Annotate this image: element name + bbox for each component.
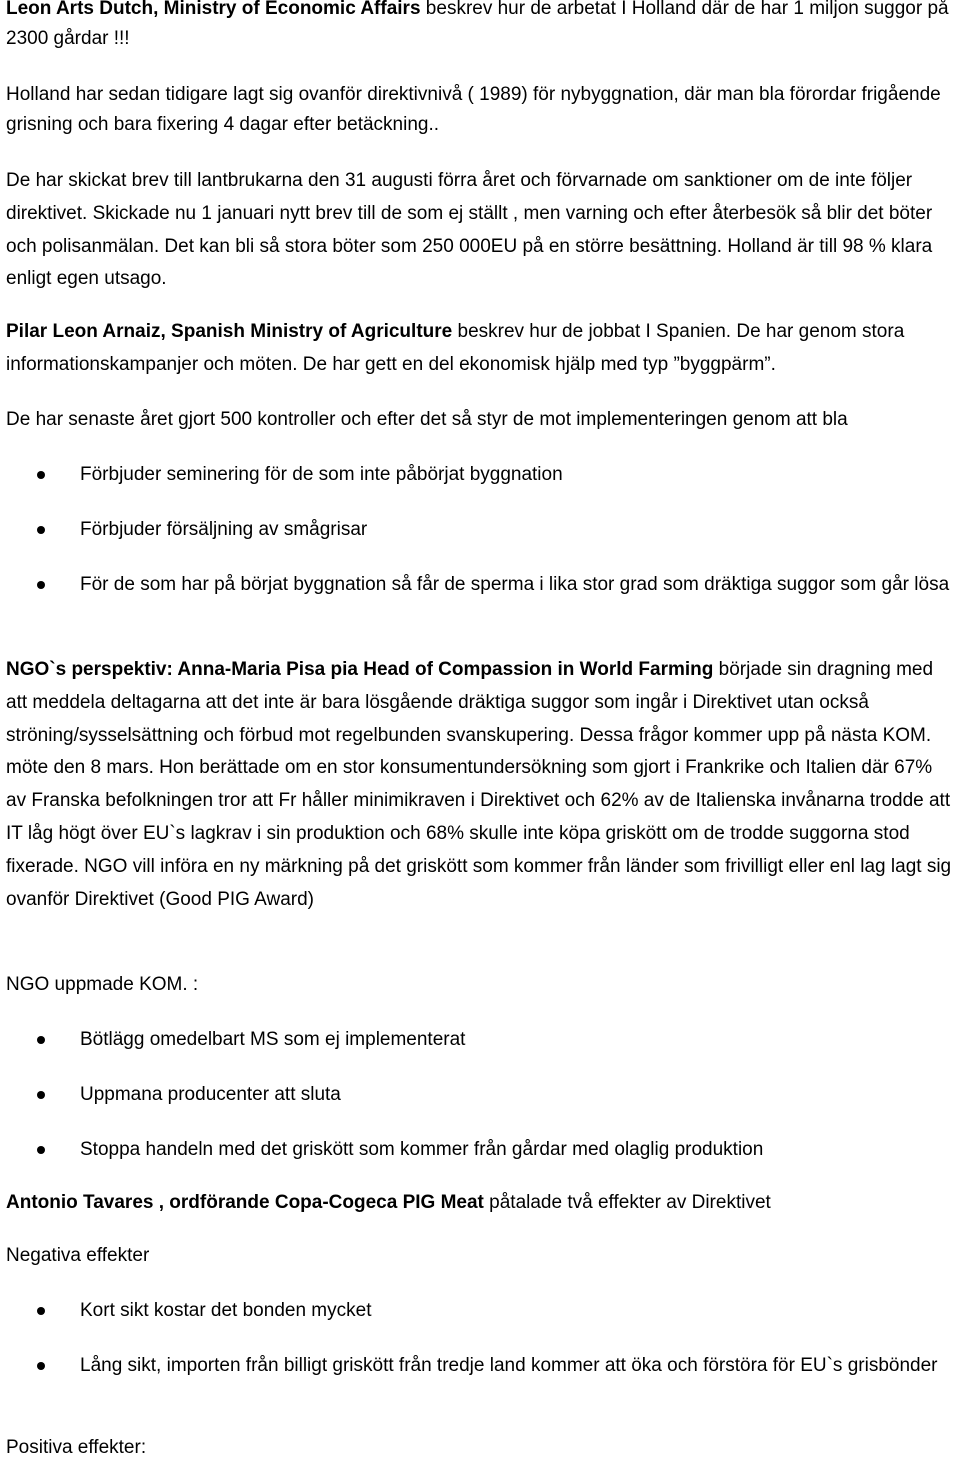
paragraph-ngo-perspective <box>6 654 956 916</box>
paragraph-dutch-ministry <box>6 0 956 54</box>
list-item: Kort sikt kostar det bonden mycket <box>80 1300 372 1321</box>
paragraph-copa-cogeca <box>6 1190 956 1216</box>
paragraph-text: började sin dragning med att meddela deltagarna att det inte är bara lösgående dräktiga suggor som ingår i Direktivet utan också ströning/sysselsättning och förbud mot regelbunden svanskupering. Dessa frågor kommer upp på nästa KOM. möte den 8 mars. Hon berättade om en stor konsumentundersökning som gjort i Frankrike och Italien där 67% av Franska befolkningen tror att Fr håller minimikraven i Direktivet och 62% av de Italienska invånarna trodde att IT låg högt över EU`s lagkrav i sin produktion och 68% skulle inte köpa griskött om de trodde suggorna stod fixerade. NGO vill införa en ny märkning på det griskött som kommer från länder som frivilligt eller enl lag lagt sig ovanför Direktivet (Good PIG Award) <box>6 659 952 910</box>
bullet-icon <box>37 1036 45 1044</box>
paragraph-text: De har senaste året gjort 500 kontroller och efter det så styr de mot implementeringen genom att bla <box>6 409 848 430</box>
bullet-icon <box>37 1307 45 1315</box>
speaker-name: Leon Arts Dutch, Ministry of Economic Affairs <box>6 0 421 19</box>
bullet-icon <box>37 1091 45 1099</box>
paragraph-spain-controls <box>6 404 956 437</box>
negative-effects-heading: Negativa effekter <box>6 1245 150 1266</box>
paragraph-text: De har skickat brev till lantbrukarna den 31 augusti förra året och förvarnade om sanktioner om de inte följer direktivet. Skickade nu 1 januari nytt brev till de som ej ställt , men varning och efter återbesök så blir det böter och polisanmälan. Det kan bli så stora böter som 250 000EU på en större besättning. Holland är till 98 % klara enligt egen utsago. <box>6 170 933 290</box>
paragraph-holland-history <box>6 80 956 140</box>
paragraph-spain-ministry <box>6 316 956 382</box>
bullet-icon <box>37 526 45 534</box>
bullet-icon <box>37 471 45 479</box>
bullet-icon <box>37 581 45 589</box>
paragraph-text: Holland har sedan tidigare lagt sig ovanför direktivnivå ( 1989) för nybyggnation, där man bla förordar frigående grisning och bara fixering 4 dagar efter betäckning.. <box>6 84 941 135</box>
bullet-icon <box>37 1146 45 1154</box>
list-item: För de som har på börjat byggnation så får de sperma i lika stor grad som dräktiga suggor som går lösa <box>80 574 950 595</box>
bullet-icon <box>37 1362 45 1370</box>
positive-effects-heading: Positiva effekter: <box>6 1437 147 1458</box>
paragraph-text: beskrev hur de jobbat I Spanien. De har genom stora informationskampanjer och möten. De har gett en del ekonomisk hjälp med typ ”byggpärm”. <box>6 321 905 375</box>
list-item: Uppmana producenter att sluta <box>80 1084 341 1105</box>
list-item: Förbjuder seminering för de som inte påbörjat byggnation <box>80 464 563 485</box>
list-item: Förbjuder försäljning av smågrisar <box>80 519 368 540</box>
paragraph-text: beskrev hur de arbetat I Holland där de har 1 miljon suggor på 2300 gårdar !!! <box>6 0 949 49</box>
speaker-name: Antonio Tavares , ordförande Copa-Cogeca PIG Meat <box>6 1192 484 1213</box>
speaker-name: NGO`s perspektiv: Anna-Maria Pisa pia Head of Compassion in World Farming <box>6 659 714 680</box>
paragraph-text: påtalade två effekter av Direktivet <box>483 1192 771 1213</box>
speaker-name: Pilar Leon Arnaiz, Spanish Ministry of Agriculture <box>6 321 453 342</box>
list-item: Bötlägg omedelbart MS som ej implementerat <box>80 1029 466 1050</box>
ngo-demands-heading: NGO uppmade KOM. : <box>6 974 199 995</box>
list-item: Stoppa handeln med det griskött som kommer från gårdar med olaglig produktion <box>80 1139 764 1160</box>
list-item: Lång sikt, importen från billigt griskött från tredje land kommer att öka och förstöra för EU`s grisbönder <box>80 1355 938 1376</box>
paragraph-letters <box>6 165 956 296</box>
